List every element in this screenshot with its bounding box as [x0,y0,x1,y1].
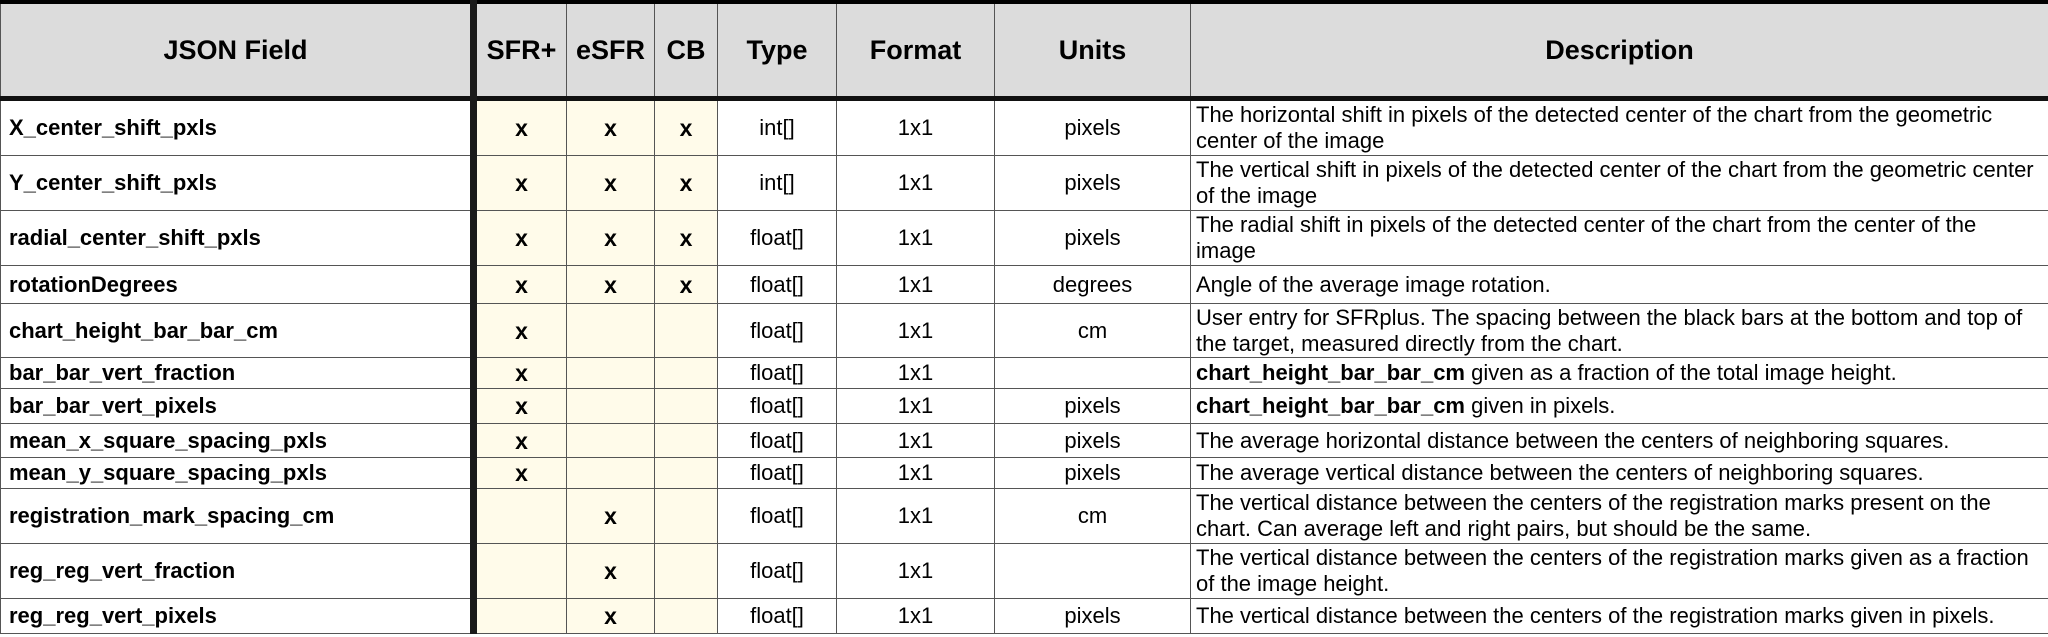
cell-units: pixels [995,458,1191,489]
cell-description [1191,156,2048,211]
cell-description [1191,458,2048,489]
cell-description [1191,304,2048,358]
cell-units: pixels [995,389,1191,424]
cell-esfr: x [567,211,655,266]
description-text: The vertical distance between the centers of the registration marks given as a fraction of the image height. [1196,545,2029,596]
cell-json-field: chart_height_bar_bar_cm [1,304,474,358]
cell-format: 1x1 [837,544,995,599]
cell-units: pixels [995,211,1191,266]
cell-cb [655,544,718,599]
cell-type: float[] [718,544,837,599]
cell-description [1191,489,2048,544]
cell-type: float[] [718,266,837,304]
description-text: User entry for SFRplus. The spacing between the black bars at the bottom and top of the target, measured directly from the chart. [1196,304,2023,356]
description-bold-term: chart_height_bar_bar_cm [1196,360,1465,385]
description-text: The average vertical distance between the centers of neighboring squares. [1196,460,1924,485]
cell-units: cm [995,304,1191,358]
cell-units [995,358,1191,389]
cell-json-field: mean_x_square_spacing_pxls [1,424,474,458]
cell-json-field: bar_bar_vert_pixels [1,389,474,424]
cell-cb: x [655,266,718,304]
table-header-row [1,2,2048,99]
cell-units: degrees [995,266,1191,304]
cell-esfr [567,424,655,458]
cell-format: 1x1 [837,211,995,266]
cell-sfrplus: x [474,156,567,211]
cell-json-field: reg_reg_vert_pixels [1,599,474,634]
cell-cb: x [655,156,718,211]
cell-units: pixels [995,156,1191,211]
cell-sfrplus: x [474,304,567,358]
description-text: given in pixels. [1465,393,1616,418]
cell-sfrplus: x [474,99,567,156]
table-row [1,156,2048,211]
cell-type: float[] [718,304,837,358]
table-row [1,211,2048,266]
table-row [1,458,2048,489]
description-text: The average horizontal distance between the centers of neighboring squares. [1196,427,1950,453]
cell-cb [655,424,718,458]
table-row [1,489,2048,544]
cell-esfr [567,304,655,358]
cell-description [1191,544,2048,599]
cell-esfr [567,389,655,424]
cell-json-field: mean_y_square_spacing_pxls [1,458,474,489]
header-units: Units [995,2,1191,99]
description-text: The vertical distance between the centers of the registration marks given in pixels. [1196,603,1995,628]
cell-units: pixels [995,424,1191,458]
cell-cb [655,458,718,489]
cell-sfrplus: x [474,389,567,424]
cell-json-field: X_center_shift_pxls [1,99,474,156]
cell-sfrplus: x [474,458,567,489]
cell-description [1191,424,2048,458]
table-row [1,599,2048,634]
cell-type: float[] [718,389,837,424]
cell-sfrplus [474,544,567,599]
cell-cb [655,358,718,389]
cell-type: int[] [718,156,837,211]
cell-format: 1x1 [837,424,995,458]
cell-type: float[] [718,458,837,489]
description-text: The vertical distance between the centers of the registration marks present on the chart. Can average left and right pairs, but should be the same. [1196,490,1991,541]
description-text: The radial shift in pixels of the detected center of the chart from the center of the image [1196,212,1977,263]
cell-format: 1x1 [837,599,995,634]
cell-format: 1x1 [837,156,995,211]
cell-format: 1x1 [837,358,995,389]
cell-esfr: x [567,99,655,156]
cell-sfrplus: x [474,266,567,304]
cell-esfr: x [567,544,655,599]
cell-sfrplus [474,599,567,634]
header-esfr: eSFR [567,2,655,99]
cell-units: pixels [995,99,1191,156]
header-type: Type [718,2,837,99]
cell-description [1191,99,2048,156]
cell-type: int[] [718,99,837,156]
description-text: given as a fraction of the total image height. [1465,360,1897,385]
cell-esfr: x [567,489,655,544]
table-row [1,544,2048,599]
cell-sfrplus: x [474,358,567,389]
table-row [1,304,2048,358]
cell-description [1191,358,2048,389]
description-text: The vertical shift in pixels of the detected center of the chart from the geometric center of the image [1196,157,2034,208]
cell-description [1191,599,2048,634]
table-row [1,424,2048,458]
cell-esfr: x [567,266,655,304]
cell-format: 1x1 [837,304,995,358]
cell-json-field: reg_reg_vert_fraction [1,544,474,599]
table-row [1,389,2048,424]
cell-json-field: rotationDegrees [1,266,474,304]
cell-cb [655,304,718,358]
header-sfrplus: SFR+ [474,2,567,99]
cell-description [1191,389,2048,424]
cell-esfr: x [567,599,655,634]
table-row [1,266,2048,304]
cell-cb [655,599,718,634]
header-cb: CB [655,2,718,99]
header-description: Description [1191,2,2048,99]
header-format: Format [837,2,995,99]
cell-type: float[] [718,358,837,389]
cell-esfr [567,358,655,389]
cell-esfr [567,458,655,489]
cell-cb: x [655,211,718,266]
cell-type: float[] [718,211,837,266]
cell-description [1191,211,2048,266]
description-text: Angle of the average image rotation. [1196,271,1551,297]
cell-units [995,544,1191,599]
cell-format: 1x1 [837,389,995,424]
cell-json-field: radial_center_shift_pxls [1,211,474,266]
cell-type: float[] [718,489,837,544]
cell-cb: x [655,99,718,156]
cell-type: float[] [718,599,837,634]
cell-sfrplus: x [474,211,567,266]
cell-format: 1x1 [837,489,995,544]
cell-format: 1x1 [837,458,995,489]
description-bold-term: chart_height_bar_bar_cm [1196,393,1465,418]
cell-type: float[] [718,424,837,458]
cell-esfr: x [567,156,655,211]
cell-cb [655,489,718,544]
cell-json-field: bar_bar_vert_fraction [1,358,474,389]
cell-description [1191,266,2048,304]
cell-json-field: registration_mark_spacing_cm [1,489,474,544]
cell-cb [655,389,718,424]
cell-units: cm [995,489,1191,544]
table-row [1,99,2048,156]
cell-format: 1x1 [837,266,995,304]
description-text: The horizontal shift in pixels of the detected center of the chart from the geometric center of the image [1196,102,1993,153]
cell-sfrplus: x [474,424,567,458]
table-row [1,358,2048,389]
header-json-field: JSON Field [1,2,474,99]
cell-units: pixels [995,599,1191,634]
cell-format: 1x1 [837,99,995,156]
cell-json-field: Y_center_shift_pxls [1,156,474,211]
cell-sfrplus [474,489,567,544]
